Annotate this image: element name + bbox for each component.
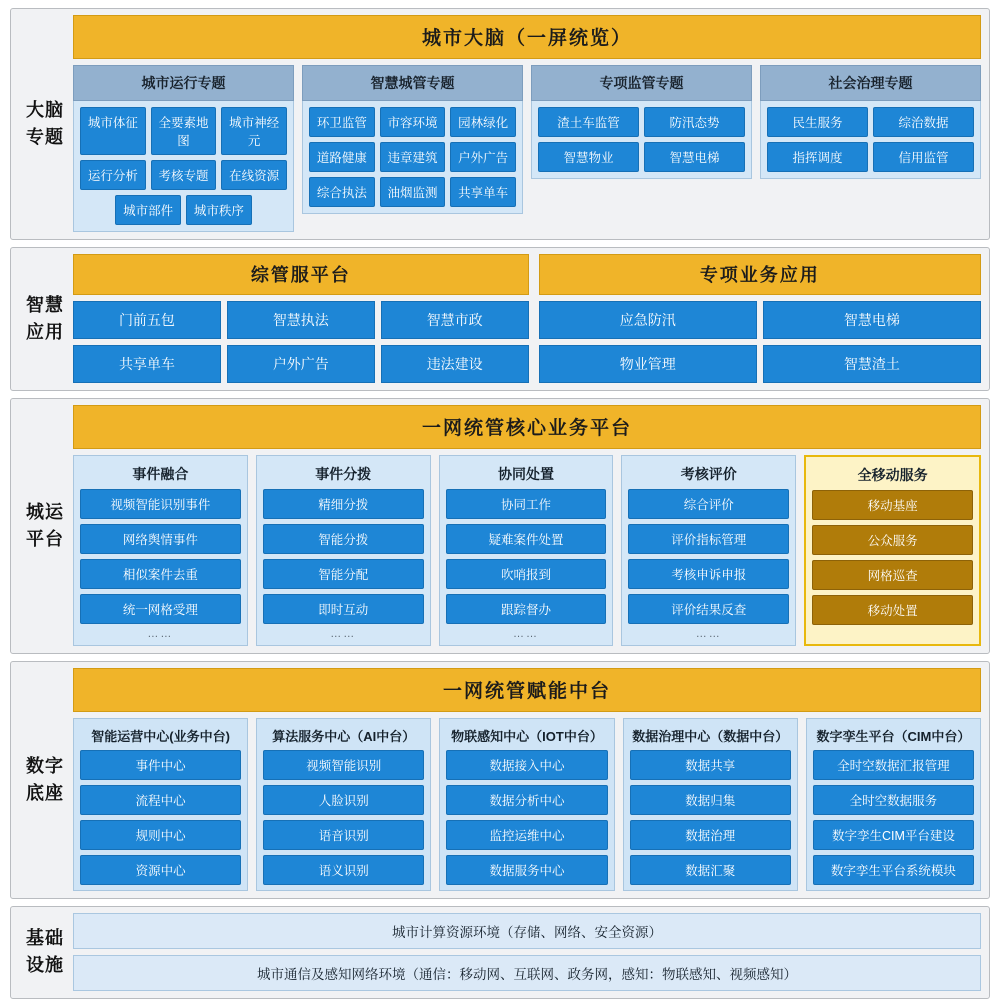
group-head: 城市运行专题 xyxy=(73,65,294,101)
panel-special-business xyxy=(539,254,981,383)
infrastructure-compute-bar: 城市计算资源环境（存储、网络、安全资源） xyxy=(73,913,981,949)
card-title: 全移动服务 xyxy=(857,467,928,483)
card-more-dots: …… xyxy=(512,628,539,640)
card-item[interactable]: 事件中心 xyxy=(80,750,241,780)
card-item[interactable]: 数据接入中心 xyxy=(446,750,607,780)
chip-item[interactable]: 园林绿化 xyxy=(450,107,516,137)
band-label-line1: 基础 xyxy=(26,928,64,948)
panel-items xyxy=(539,301,981,383)
app-item[interactable]: 智慧渣土 xyxy=(763,345,981,383)
band-label-line1: 城运 xyxy=(26,501,64,522)
band-infrastructure xyxy=(10,906,990,999)
card-item[interactable]: 网格巡查 xyxy=(812,560,973,590)
band-city-brain xyxy=(10,8,990,240)
chip-item[interactable]: 城市体征 xyxy=(80,107,146,155)
card-title: 智能运营中心(业务中台) xyxy=(91,729,230,744)
card-title: 算法服务中心（AI中台） xyxy=(272,729,416,744)
band-body-smart-applications xyxy=(73,254,981,383)
band-body-digital-base xyxy=(73,668,981,891)
card-title: 数字孪生平台（CIM中台） xyxy=(816,729,971,744)
band-label-digital-base xyxy=(17,668,73,891)
group-body xyxy=(73,101,294,232)
app-item[interactable]: 共享单车 xyxy=(73,345,221,383)
card-item[interactable]: 移动基座 xyxy=(812,490,973,520)
band-digital-base xyxy=(10,661,990,899)
chip-item[interactable]: 共享单车 xyxy=(450,177,516,207)
card-item[interactable]: 视频智能识别 xyxy=(263,750,424,780)
card-item[interactable]: 资源中心 xyxy=(80,855,241,885)
band-core-platform xyxy=(10,398,990,654)
card-item[interactable]: 移动处置 xyxy=(812,595,973,625)
core-platform-title: 一网统管核心业务平台 xyxy=(73,405,981,449)
card-item[interactable]: 数字孪生平台系统模块 xyxy=(813,855,974,885)
band-label-line1: 智慧 xyxy=(26,294,64,315)
infrastructure-bars xyxy=(73,913,981,991)
card-iot-sensing-center xyxy=(439,718,614,891)
card-title: 物联感知中心（IOT中台） xyxy=(451,729,603,744)
card-digital-twin-platform xyxy=(806,718,981,891)
chip-item[interactable]: 在线资源 xyxy=(221,160,287,190)
card-item[interactable]: 精细分拨 xyxy=(263,489,424,519)
card-item[interactable]: 语义识别 xyxy=(263,855,424,885)
group-head: 社会治理专题 xyxy=(760,65,981,101)
infrastructure-network-bar: 城市通信及感知网络环境（通信：移动网、互联网、政务网，感知：物联感知、视频感知） xyxy=(73,955,981,991)
digital-base-title: 一网统管赋能中台 xyxy=(73,668,981,712)
card-more-dots: …… xyxy=(330,628,357,640)
chip-item[interactable]: 渣土车监管 xyxy=(538,107,639,137)
card-item[interactable]: 人脸识别 xyxy=(263,785,424,815)
card-item[interactable]: 流程中心 xyxy=(80,785,241,815)
chip-item[interactable]: 环卫监管 xyxy=(309,107,375,137)
chip-item[interactable]: 油烟监测 xyxy=(380,177,446,207)
card-item[interactable]: 数据共享 xyxy=(630,750,791,780)
chip-item[interactable]: 信用监管 xyxy=(873,142,974,172)
card-item[interactable]: 全时空数据汇报管理 xyxy=(813,750,974,780)
card-item[interactable]: 吹哨报到 xyxy=(446,559,607,589)
app-item[interactable]: 应急防汛 xyxy=(539,301,757,339)
card-item[interactable]: 监控运维中心 xyxy=(446,820,607,850)
card-title: 事件分拨 xyxy=(315,466,372,482)
card-event-dispatch xyxy=(256,455,431,646)
band-body-city-brain xyxy=(73,15,981,232)
card-item[interactable]: 数据服务中心 xyxy=(446,855,607,885)
card-item[interactable]: 数据归集 xyxy=(630,785,791,815)
card-assessment-evaluation xyxy=(621,455,796,646)
group-body xyxy=(760,101,981,179)
app-item[interactable]: 智慧执法 xyxy=(227,301,375,339)
card-title: 协同处置 xyxy=(497,466,554,482)
panel-title: 综管服平台 xyxy=(73,254,529,295)
card-item[interactable]: 评价指标管理 xyxy=(628,524,789,554)
app-item[interactable]: 物业管理 xyxy=(539,345,757,383)
card-item[interactable]: 公众服务 xyxy=(812,525,973,555)
chip-item[interactable]: 防汛态势 xyxy=(644,107,745,137)
chip-item[interactable]: 考核专题 xyxy=(151,160,217,190)
card-item[interactable]: 语音识别 xyxy=(263,820,424,850)
chip-item[interactable]: 智慧电梯 xyxy=(644,142,745,172)
group-special-supervision xyxy=(531,65,752,232)
card-item[interactable]: 全时空数据服务 xyxy=(813,785,974,815)
card-item[interactable]: 综合评价 xyxy=(628,489,789,519)
card-item[interactable]: 即时互动 xyxy=(263,594,424,624)
card-item[interactable]: 考核申诉申报 xyxy=(628,559,789,589)
card-more-dots xyxy=(812,630,973,632)
card-item[interactable]: 数据治理 xyxy=(630,820,791,850)
app-item[interactable]: 户外广告 xyxy=(227,345,375,383)
card-item[interactable]: 统一网格受理 xyxy=(80,594,241,624)
band-label-line2: 应用 xyxy=(26,321,64,342)
band-label-line2: 底座 xyxy=(26,782,64,803)
band-label-smart-applications xyxy=(17,254,73,383)
card-data-governance-center xyxy=(623,718,798,891)
smart-app-panels xyxy=(73,254,981,383)
app-item[interactable]: 智慧市政 xyxy=(381,301,529,339)
card-item[interactable]: 评价结果反查 xyxy=(628,594,789,624)
card-item[interactable]: 跟踪督办 xyxy=(446,594,607,624)
panel-title: 专项业务应用 xyxy=(539,254,981,295)
chip-item[interactable]: 违章建筑 xyxy=(380,142,446,172)
card-title: 事件融合 xyxy=(132,466,189,482)
card-item[interactable]: 数据汇聚 xyxy=(630,855,791,885)
card-event-fusion xyxy=(73,455,248,646)
chip-item[interactable]: 指挥调度 xyxy=(767,142,868,172)
card-collaborative-handling xyxy=(439,455,614,646)
card-item[interactable]: 疑难案件处置 xyxy=(446,524,607,554)
panel-items xyxy=(73,301,529,383)
chip-item[interactable]: 智慧物业 xyxy=(538,142,639,172)
group-smart-urban-management xyxy=(302,65,523,232)
group-head: 专项监管专题 xyxy=(531,65,752,101)
core-platform-cards xyxy=(73,455,981,646)
card-item[interactable]: 规则中心 xyxy=(80,820,241,850)
card-title: 数据治理中心（数据中台） xyxy=(632,729,789,744)
card-item[interactable]: 智能分配 xyxy=(263,559,424,589)
band-label-line1: 大脑 xyxy=(26,99,64,120)
card-full-mobile-service xyxy=(804,455,981,646)
band-label-infrastructure xyxy=(17,913,73,991)
chip-item[interactable]: 综合执法 xyxy=(309,177,375,207)
card-title: 考核评价 xyxy=(680,466,737,482)
card-item[interactable]: 数字孪生CIM平台建设 xyxy=(813,820,974,850)
band-label-line2: 设施 xyxy=(26,955,64,975)
city-brain-title: 城市大脑（一屏统览） xyxy=(73,15,981,59)
card-item[interactable]: 智能分拨 xyxy=(263,524,424,554)
card-item[interactable]: 协同工作 xyxy=(446,489,607,519)
group-body xyxy=(302,101,523,214)
chip-item[interactable]: 运行分析 xyxy=(80,160,146,190)
panel-comprehensive-service xyxy=(73,254,529,383)
chip-item[interactable]: 全要素地图 xyxy=(151,107,217,155)
group-head: 智慧城管专题 xyxy=(302,65,523,101)
chip-item[interactable]: 城市神经元 xyxy=(221,107,287,155)
card-more-dots: …… xyxy=(695,628,722,640)
chip-item[interactable]: 道路健康 xyxy=(309,142,375,172)
card-item[interactable]: 网络舆情事件 xyxy=(80,524,241,554)
chip-item[interactable]: 市容环境 xyxy=(380,107,446,137)
band-label-line2: 专题 xyxy=(26,126,64,147)
band-smart-applications xyxy=(10,247,990,391)
app-item[interactable]: 门前五包 xyxy=(73,301,221,339)
app-item[interactable]: 智慧电梯 xyxy=(763,301,981,339)
card-item[interactable]: 相似案件去重 xyxy=(80,559,241,589)
card-intelligent-operation-center xyxy=(73,718,248,891)
band-body-infrastructure xyxy=(73,913,981,991)
digital-base-cards xyxy=(73,718,981,891)
chip-item[interactable]: 户外广告 xyxy=(450,142,516,172)
group-social-governance xyxy=(760,65,981,232)
band-body-core-platform xyxy=(73,405,981,646)
card-more-dots: …… xyxy=(147,628,174,640)
chip-item[interactable]: 城市秩序 xyxy=(186,195,252,225)
card-algorithm-service-center xyxy=(256,718,431,891)
group-body xyxy=(531,101,752,179)
app-item[interactable]: 违法建设 xyxy=(381,345,529,383)
band-label-city-brain xyxy=(17,15,73,232)
city-brain-groups xyxy=(73,65,981,232)
chip-item[interactable]: 综治数据 xyxy=(873,107,974,137)
band-label-line2: 平台 xyxy=(26,528,64,549)
chip-item[interactable]: 民生服务 xyxy=(767,107,868,137)
chip-item[interactable]: 城市部件 xyxy=(115,195,181,225)
band-label-line1: 数字 xyxy=(26,755,64,776)
card-item[interactable]: 数据分析中心 xyxy=(446,785,607,815)
group-city-operation xyxy=(73,65,294,232)
card-item[interactable]: 视频智能识别事件 xyxy=(80,489,241,519)
band-label-core-platform xyxy=(17,405,73,646)
